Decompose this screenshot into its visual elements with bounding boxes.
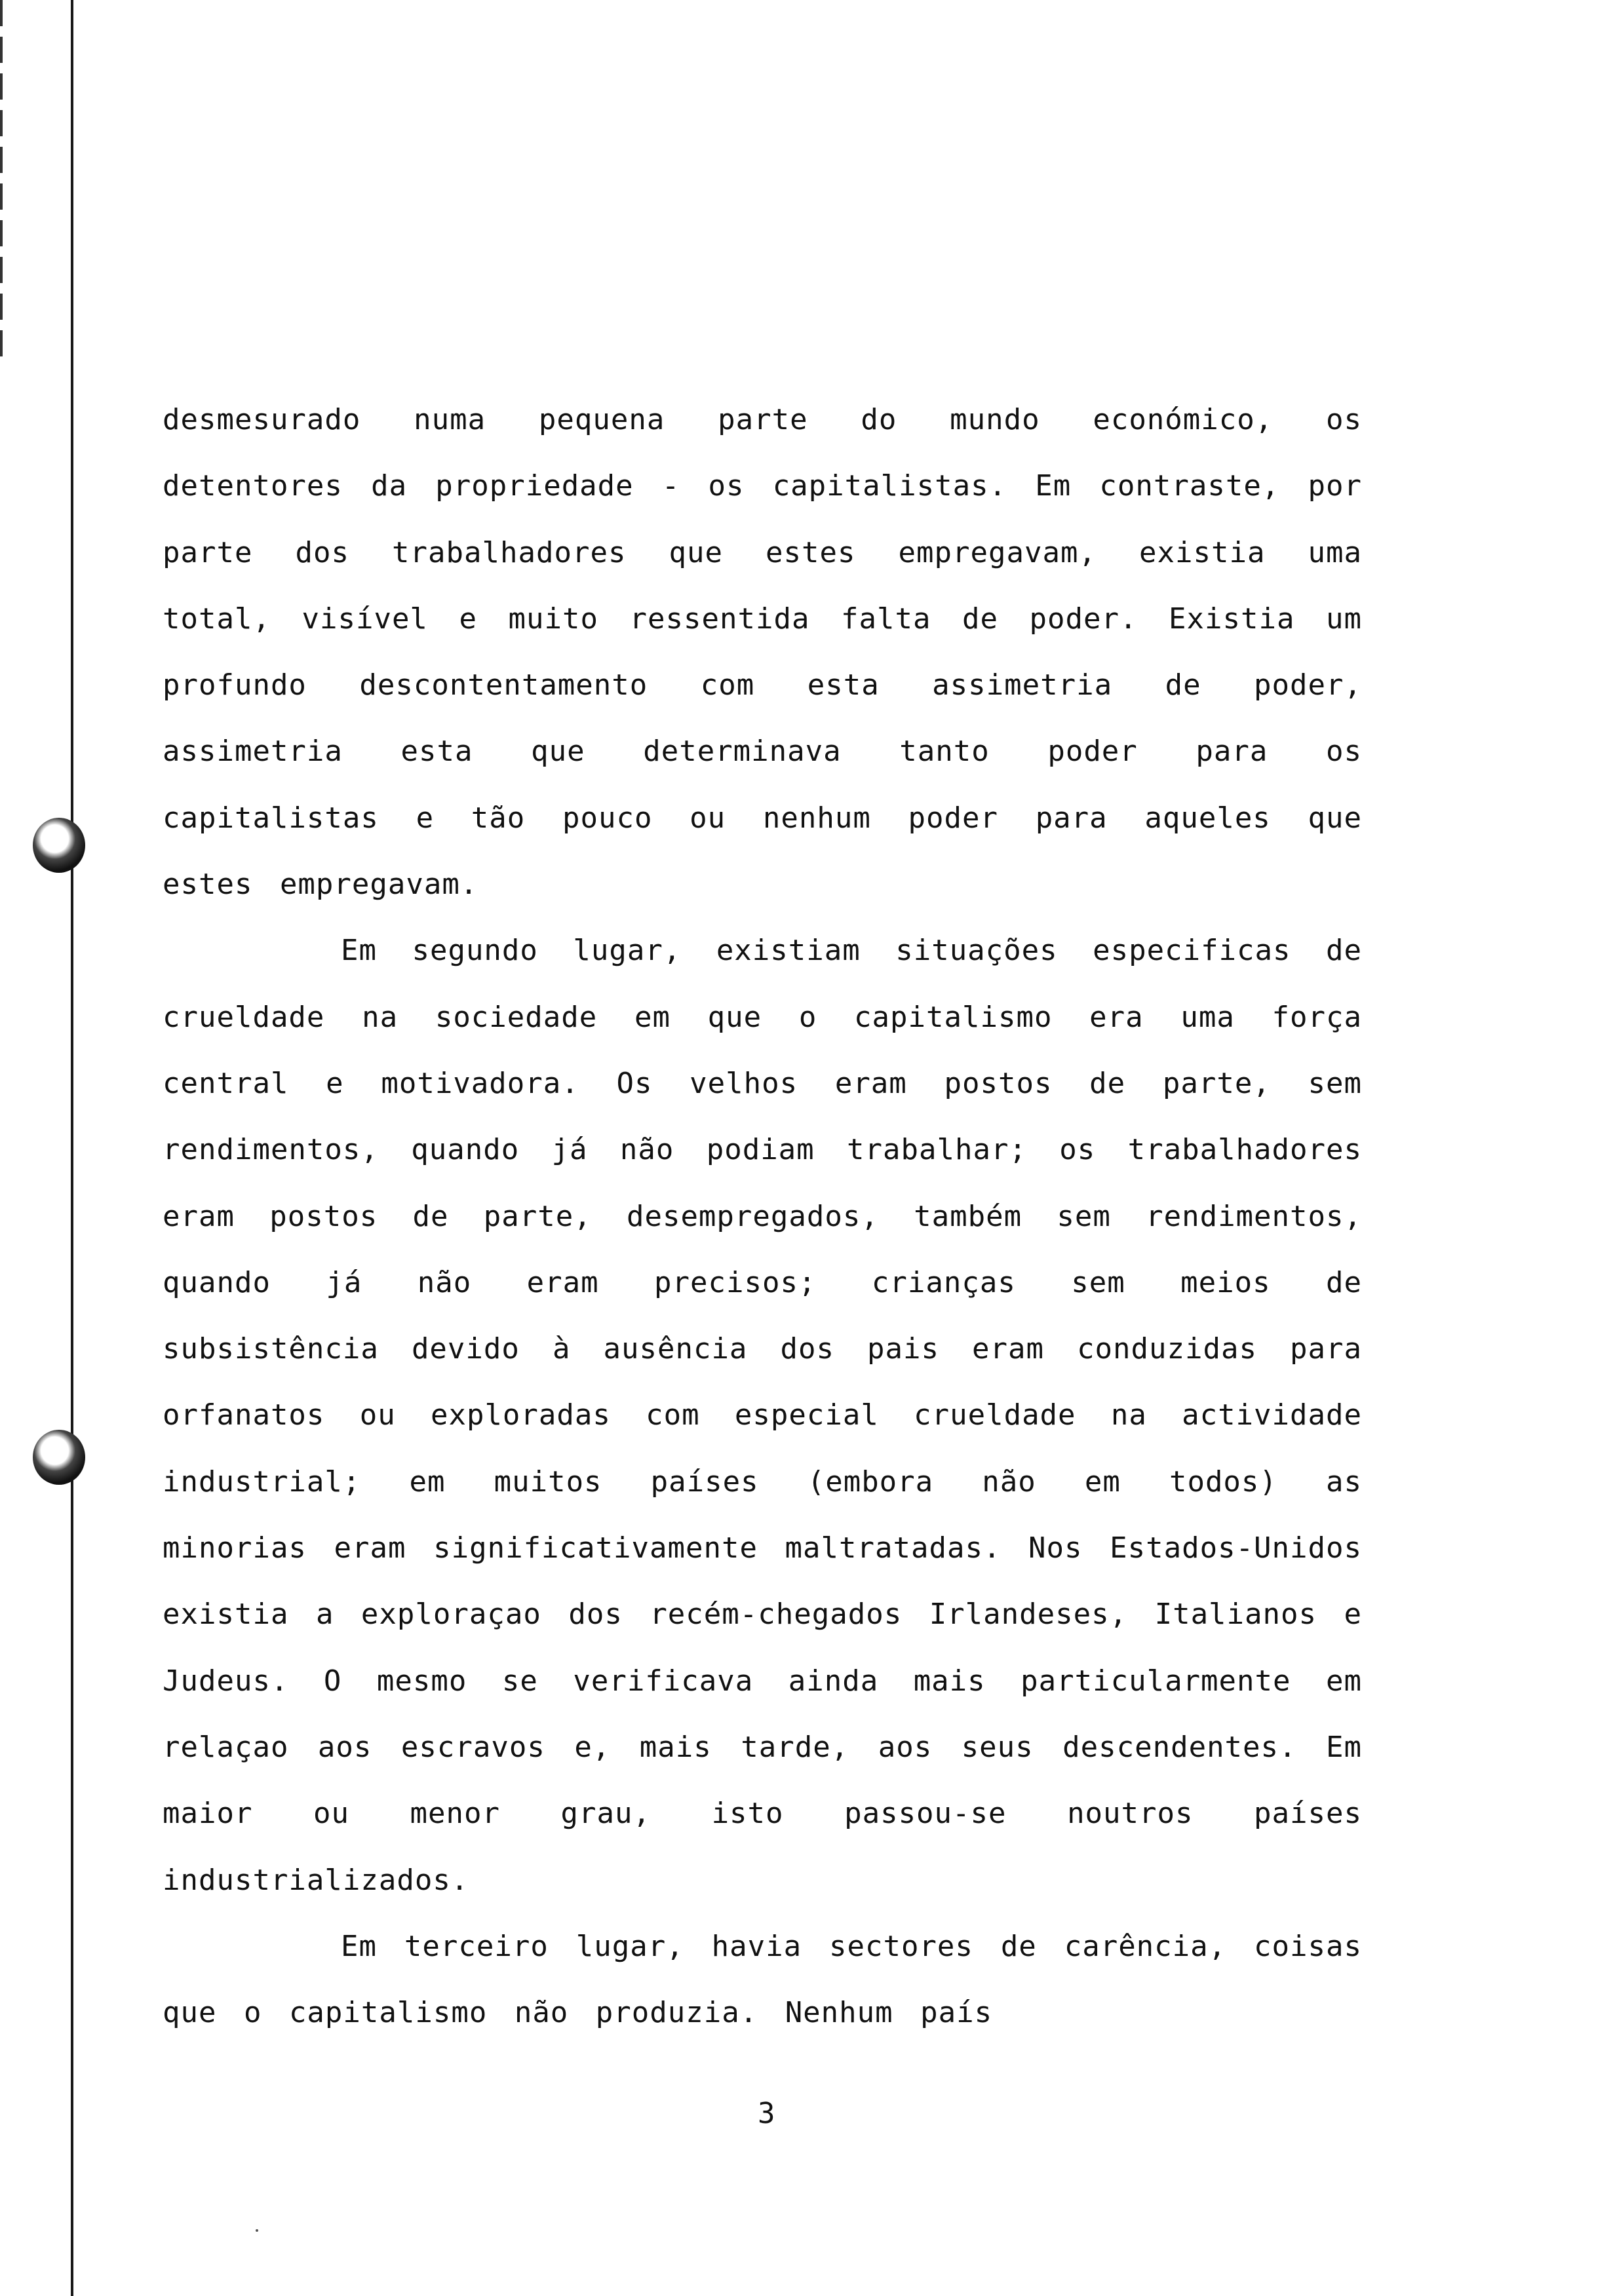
- punch-hole-top: [33, 818, 85, 873]
- page-number: 3: [758, 2097, 775, 2130]
- paragraph-3: Em terceiro lugar, havia sectores de carência, coisas que o capitalismo não produzia. Nenhum país: [163, 1929, 1362, 2030]
- body-text: [163, 387, 1362, 2046]
- paragraph-2: Em segundo lugar, existiam situações especificas de crueldade na sociedade em que o capitalismo era uma força central e motivadora. Os velhos eram postos de parte, sem rendimentos, quando já não podiam trabalhar; os trabalhadores eram postos de parte, desempregados, também sem rendimentos, quando já não eram precisos; crianças sem meios de subsistência devido à ausência dos pais eram conduzidas para orfanatos ou exploradas com especial crueldade na actividade industrial; em muitos países (embora não em todos) as minorias eram significativamente maltratadas. Nos Estados-Unidos existia a exploraçao dos recém-chegados Irlandeses, Italianos e Judeus. O mesmo se verificava ainda mais particularmente em relaçao aos escravos e, mais tarde, aos seus descendentes. Em maior ou menor grau, isto passou-se noutros países industrializados.: [163, 934, 1362, 1897]
- punch-hole-bottom: [33, 1430, 85, 1485]
- paragraph-1: desmesurado numa pequena parte do mundo económico, os detentores da propriedade - os capitalistas. Em contraste, por parte dos trabalhadores que estes empregavam, existia uma total, visível e muito ressentida falta de poder. Existia um profundo descontentamento com esta assimetria de poder, assimetria esta que determinava tanto poder para os capitalistas e tão pouco ou nenhum poder para aqueles que estes empregavam.: [163, 403, 1362, 902]
- page-edge-marks: [0, 0, 3, 367]
- binding-margin-line: [71, 0, 73, 2296]
- scan-speck: [256, 2229, 258, 2232]
